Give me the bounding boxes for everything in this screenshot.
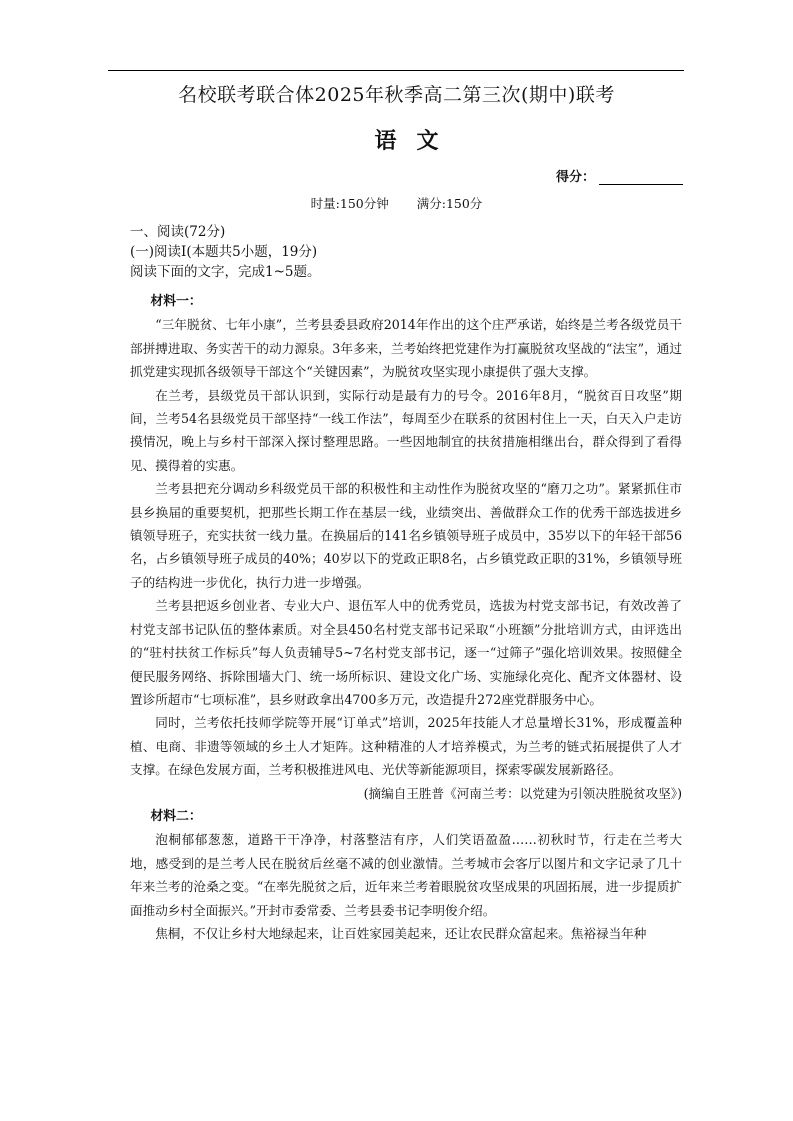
top-rule bbox=[108, 70, 684, 71]
section-heading: 一、阅读(72分) bbox=[130, 224, 226, 240]
material2-label: 材料二： bbox=[150, 808, 202, 824]
exam-title: 名校联考联合体2025年秋季高二第三次(期中)联考 bbox=[178, 84, 615, 106]
subject-title: 语文 bbox=[374, 128, 459, 154]
material1-paragraph: 兰考县把充分调动乡科级党员干部的积极性和主动性作为脱贫攻坚的“磨刀之功”。紧紧抓住市县乡换届的重要契机，把那些长期工作在基层一线，业绩突出、善做群众工作的优秀干部选拔进乡镇领导班子，充实扶贫一线力量。在换届后的141名乡镇领导班子成员中，35岁以下的年轻干部56名，占乡镇领导班子成员的40%；40岁以下的党政正职8名，占乡镇党政正职的31%，乡镇领导班子的结构进一步优化，执行力进一步增强。 bbox=[130, 481, 682, 590]
subsection-heading: (一)阅读Ⅰ(本题共5小题，19分) bbox=[130, 244, 318, 260]
reading-passage bbox=[130, 290, 682, 945]
material1-paragraph: 兰考县把返乡创业者、专业大户、退伍军人中的优秀党员，选拔为村党支部书记，有效改善了村党支部书记队伍的整体素质。对全县450名村党支部书记采取“小班额”分批培训方式，由评选出的“驻村扶贫工作标兵”每人负责辅导5~7名村党支部书记，逐一“过筛子”强化培训效果。按照健全便民服务网络、拆除围墙大门、统一场所标识、建设文化广场、实施绿化亮化、配齐文体器材、设置诊所超市“七项标准”，县乡财政拿出4700多万元，改造提升272座党群服务中心。 bbox=[130, 598, 682, 707]
material2-paragraph: 泡桐郁郁葱葱，道路干干净净，村落整洁有序，人们笑语盈盈……初秋时节，行走在兰考大地，感受到的是兰考人民在脱贫后丝毫不减的创业激情。兰考城市会客厅以图片和文字记录了几十年来兰考的沧桑之变。“在率先脱贫之后，近年来兰考着眼脱贫攻坚成果的巩固拓展，进一步提质扩面推动乡村全面振兴。”开封市委常委、兰考县委书记李明俊介绍。 bbox=[130, 832, 682, 918]
instruction: 阅读下面的文字，完成1~5题。 bbox=[130, 264, 321, 280]
material1-label: 材料一： bbox=[150, 294, 202, 309]
material2-paragraph: 焦桐，不仅让乡村大地绿起来，让百姓家园美起来，还让农民群众富起来。焦裕禄当年种 bbox=[155, 925, 647, 941]
material1-paragraph: “三年脱贫、七年小康”，兰考县委县政府2014年作出的这个庄严承诺，始终是兰考各级党员干部拼搏进取、务实苦干的动力源泉。3年多来，兰考始终把党建作为打赢脱贫攻坚战的“法宝”，通过抓党建实现抓各级领导干部这个“关键因素”，为脱贫攻坚实现小康提供了强大支撑。 bbox=[130, 317, 682, 380]
time-info bbox=[0, 194, 793, 212]
score-label: 得分： bbox=[555, 170, 595, 185]
material1-source: (摘编自王胜普《河南兰考：以党建为引领决胜脱贫攻坚》) bbox=[363, 785, 682, 801]
time-limit: 时量:150分钟 bbox=[310, 196, 389, 211]
score-blank bbox=[599, 170, 683, 185]
full-score: 满分:150分 bbox=[416, 196, 483, 211]
score-field bbox=[556, 166, 683, 185]
material1-paragraph: 同时，兰考依托技师学院等开展“订单式”培训，2025年技能人才总量增长31%，形成覆盖种植、电商、非遗等领域的乡土人才矩阵。这种精准的人才培养模式，为兰考的链式拓展提供了人才支撑。在绿色发展方面，兰考积极推进风电、光伏等新能源项目，探索零碳发展新路径。 bbox=[130, 715, 682, 778]
material1-paragraph: 在兰考，县级党员干部认识到，实际行动是最有力的号令。2016年8月，“脱贫百日攻坚”期间，兰考54名县级党员干部坚持“一线工作法”，每周至少在联系的贫困村住上一天，白天入户走访摸情况，晚上与乡村干部深入探讨整理思路。一些因地制宜的扶贫措施相继出台，群众得到了看得见、摸得着的实惠。 bbox=[130, 387, 682, 473]
